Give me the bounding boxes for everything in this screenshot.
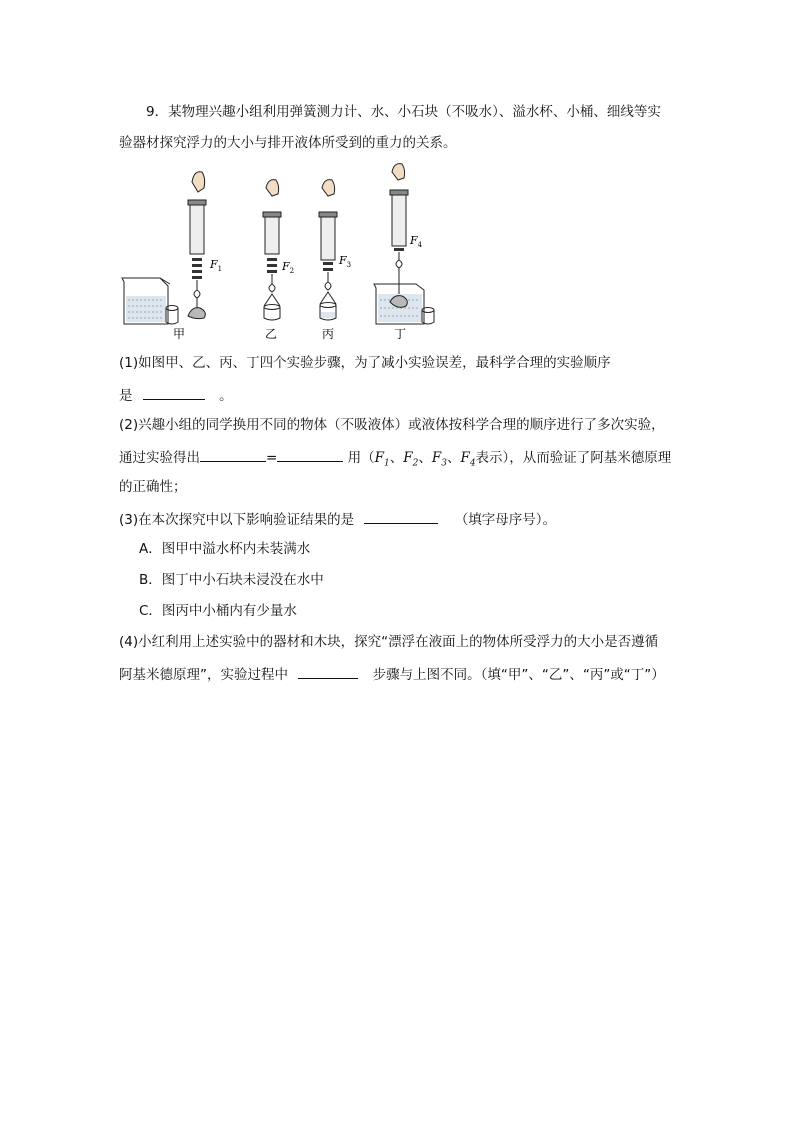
var-f1: $F_1$: [374, 450, 390, 469]
var-f3: $F_3$: [431, 450, 447, 469]
spring-scale-yi: [263, 180, 281, 320]
part1-line-1: (1)如图甲、乙、丙、丁四个实验步骤，为了减小实验误差，最科学合理的实验顺序: [119, 355, 611, 371]
figure-label-bing: 丙: [322, 327, 335, 341]
force-label-f3: $F_3$: [339, 254, 352, 269]
part2-prefix: 通过实验得出: [119, 450, 200, 466]
overflow-cup-jia: [122, 278, 170, 324]
var-f4: $F_4$: [460, 450, 476, 469]
part2-equals: =: [266, 450, 278, 466]
var-f2: $F_2$: [403, 450, 419, 469]
force-label-f4: $F_4$: [410, 234, 423, 249]
part4-answer-blank[interactable]: [298, 664, 358, 679]
part3-prefix: (3)在本次探究中以下影响验证结果的是: [119, 512, 355, 528]
part1-suffix: 。: [219, 388, 233, 404]
part2-suffix: 表示），从而验证了阿基米德原理: [475, 450, 672, 466]
spring-scale-ding: [374, 164, 434, 324]
part2-answer-blank-right[interactable]: [277, 447, 343, 462]
part3-answer-blank[interactable]: [364, 509, 438, 524]
force-label-f2: $F_2$: [282, 260, 295, 275]
part3-suffix: （填字母序号）。: [454, 512, 556, 528]
question-intro-line-1: 9．某物理兴趣小组利用弹簧测力计、水、小石块（不吸水）、溢水杯、小桶、细线等实: [146, 104, 661, 120]
part2-line-2: 通过实验得出 = 用（$F_1$、$F_2$、$F_3$、$F_4$表示），从而验证了阿基米德原理: [119, 447, 671, 473]
question-intro-line-2: 验器材探究浮力的大小与排开液体所受到的重力的关系。: [119, 135, 457, 151]
part1-answer-blank[interactable]: [143, 385, 205, 400]
part2-line-3: 的正确性；: [119, 479, 187, 495]
figure-label-yi: 乙: [265, 327, 278, 341]
spring-scale-bing: [319, 180, 337, 320]
part4-line-1: (4)小红利用上述实验中的器材和木块，探究“漂浮在液面上的物体所受浮力的大小是否遵循: [119, 634, 659, 650]
spring-scale-jia: [188, 172, 206, 319]
part4-suffix: 步骤与上图不同。（填“甲”、“乙”、“丙”或“丁”）: [372, 667, 665, 683]
part1-prefix: 是: [119, 388, 133, 404]
force-label-f1: $F_1$: [210, 258, 223, 273]
part4-prefix: 阿基米德原理”，实验过程中: [119, 667, 288, 683]
part3-option-b: B．图丁中小石块未浸没在水中: [139, 572, 324, 588]
part3-option-a: A．图甲中溢水杯内未装满水: [139, 541, 311, 557]
part2-answer-blank-left[interactable]: [200, 447, 266, 462]
part2-use: 用（: [347, 450, 375, 466]
part3-line-1: [119, 509, 556, 529]
part2-line-1: (2)兴趣小组的同学换用不同的物体（不吸液体）或液体按科学合理的顺序进行了多次实验，: [119, 417, 665, 433]
part3-option-c: C．图丙中小桶内有少量水: [139, 603, 297, 619]
figure-label-ding: 丁: [394, 327, 407, 341]
part4-line-2: [119, 664, 665, 684]
experiment-figure: [118, 160, 448, 344]
part1-line-2: [119, 385, 233, 405]
figure-label-jia: 甲: [173, 327, 186, 341]
